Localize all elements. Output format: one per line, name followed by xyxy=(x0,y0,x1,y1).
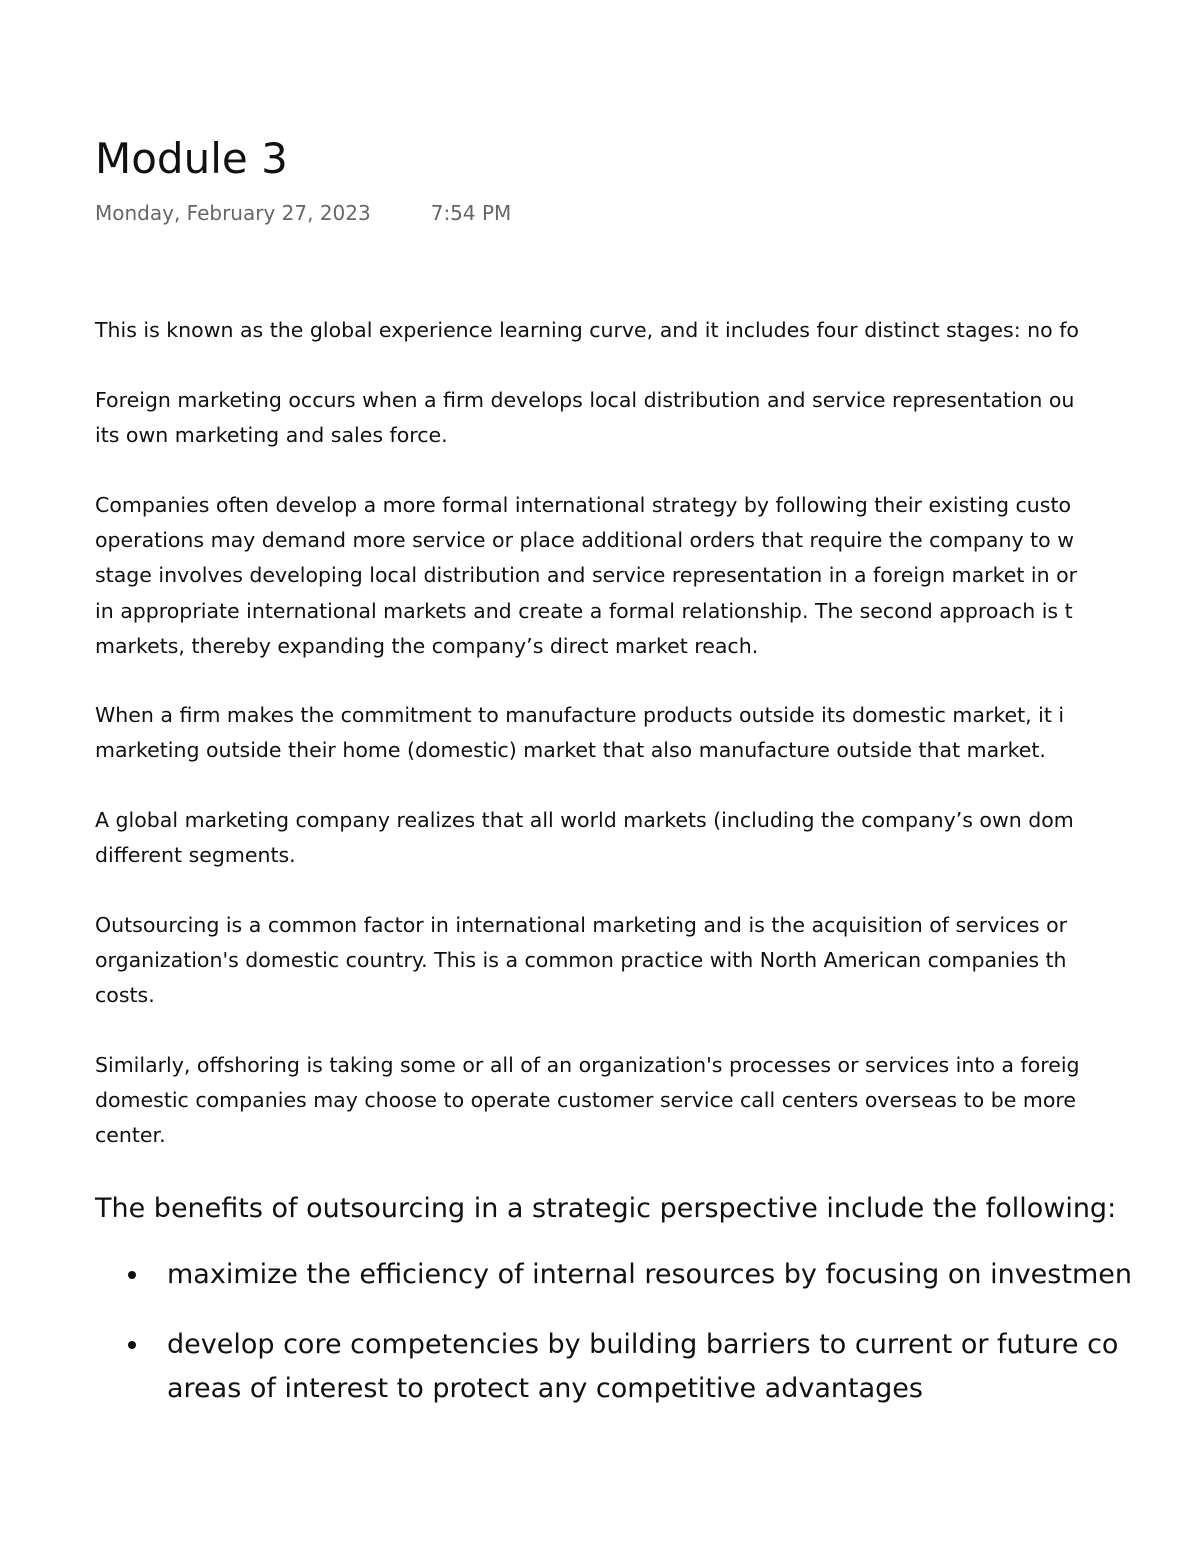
paragraph-line: Companies often develop a more formal international strategy by following their existing custo xyxy=(95,493,1072,517)
paragraph-line: This is known as the global experience learning curve, and it includes four distinct stages: no fo xyxy=(95,318,1079,342)
paragraph-line: Foreign marketing occurs when a firm develops local distribution and service representation ou xyxy=(95,388,1075,412)
bullet-line: areas of interest to protect any competitive advantages xyxy=(167,1373,923,1404)
paragraph xyxy=(95,488,1200,664)
bullet-dot-icon xyxy=(128,1271,136,1279)
paragraph xyxy=(95,698,1200,768)
paragraph-line: A global marketing company realizes that all world markets (including the company’s own dom xyxy=(95,808,1074,832)
paragraph-line: operations may demand more service or place additional orders that require the company to w xyxy=(95,528,1074,553)
section-heading: The benefits of outsourcing in a strategic perspective include the following: xyxy=(95,1193,1117,1224)
paragraph-line: Similarly, offshoring is taking some or all of an organization's processes or services into a foreig xyxy=(95,1053,1080,1077)
paragraph-line: stage involves developing local distribution and service representation in a foreign market in or xyxy=(95,563,1078,588)
paragraph xyxy=(95,908,1200,1014)
paragraph-line: Outsourcing is a common factor in international marketing and is the acquisition of services or xyxy=(95,913,1068,937)
bullet-line: maximize the efficiency of internal resources by focusing on investmen xyxy=(167,1259,1132,1290)
page-title: Module 3 xyxy=(95,134,288,183)
bullet-dot-icon xyxy=(128,1341,136,1349)
paragraph-line: in appropriate international markets and create a formal relationship. The second approach is t xyxy=(95,598,1073,623)
bullet-line: develop core competencies by building barriers to current or future co xyxy=(167,1329,1119,1360)
paragraph xyxy=(95,803,1200,873)
paragraph-line: its own marketing and sales force. xyxy=(95,423,448,448)
paragraph-line: When a firm makes the commitment to manufacture products outside its domestic market, it i xyxy=(95,703,1065,727)
paragraph-line: center. xyxy=(95,1123,166,1148)
bullet-text xyxy=(167,1323,1118,1411)
paragraph xyxy=(95,1048,1200,1154)
paragraph-line: costs. xyxy=(95,983,155,1008)
paragraph-line: organization's domestic country. This is a common practice with North American companies th xyxy=(95,948,1067,973)
paragraph xyxy=(95,313,1200,348)
paragraph-line: different segments. xyxy=(95,843,296,868)
page-timestamp xyxy=(95,198,511,228)
bullet-text xyxy=(167,1253,1132,1297)
page-time: 7:54 PM xyxy=(430,201,512,225)
paragraph-line: marketing outside their home (domestic) market that also manufacture outside that market. xyxy=(95,738,1046,763)
paragraph xyxy=(95,383,1200,453)
paragraph-line: markets, thereby expanding the company’s direct market reach. xyxy=(95,633,759,658)
paragraph-line: domestic companies may choose to operate customer service call centers overseas to be more xyxy=(95,1088,1076,1113)
page-date: Monday, February 27, 2023 xyxy=(95,201,371,225)
